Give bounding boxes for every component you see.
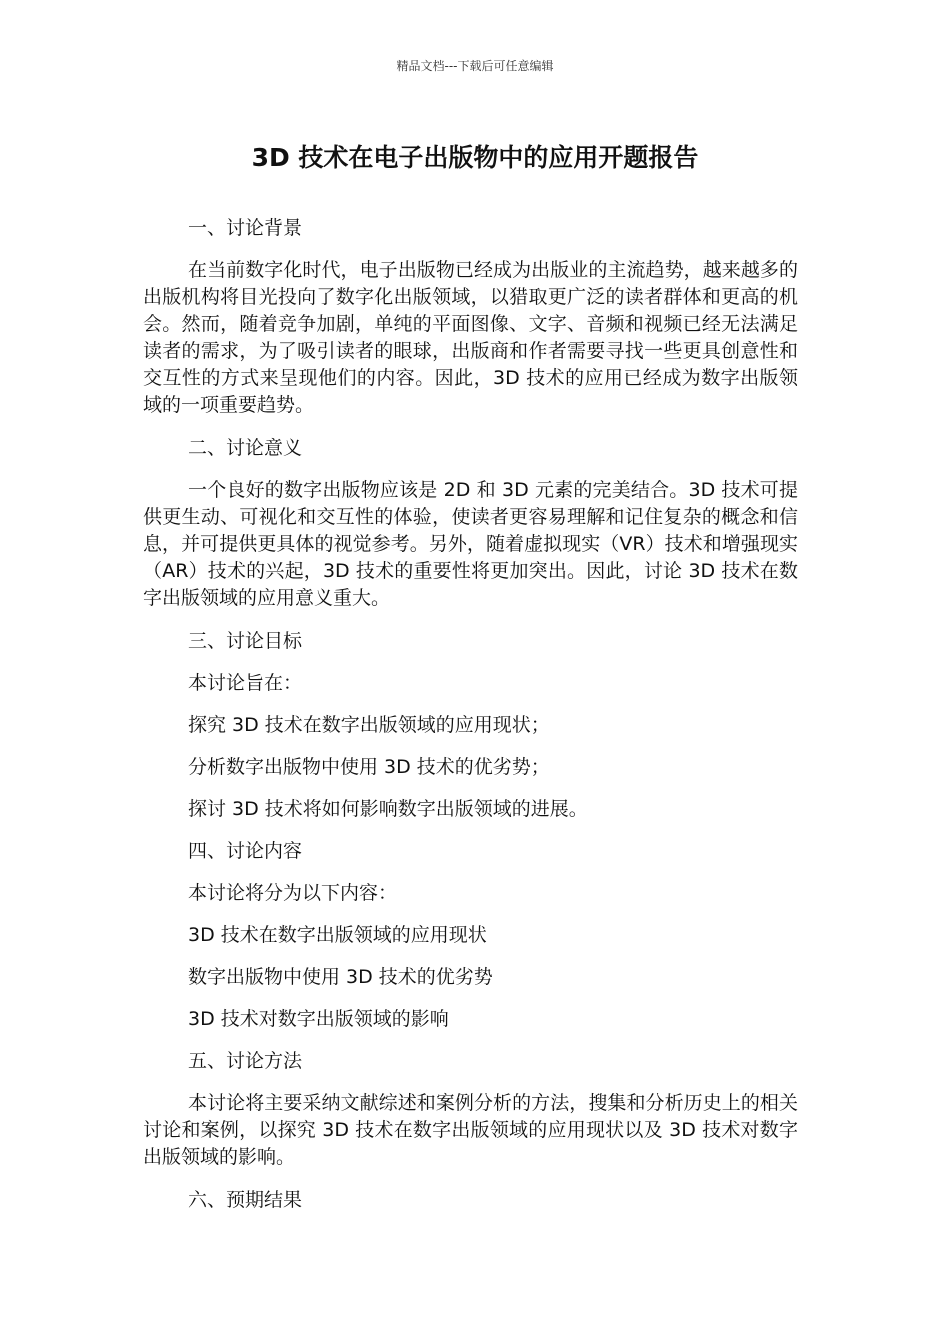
section-heading-significance: 二、讨论意义 — [188, 437, 303, 459]
goals-intro: 本讨论旨在： — [188, 672, 303, 694]
content-item: 3D 技术对数字出版领域的影响 — [188, 1008, 449, 1030]
section-heading-content: 四、讨论内容 — [188, 840, 303, 862]
background-paragraph: 在当前数字化时代，电子出版物已经成为出版业的主流趋势，越来越多的出版机构将目光投向了数字化出版领域，以猎取更广泛的读者群体和更高的机会。然而，随着竞争加剧，单纯的平面图像、文字、音频和视频已经无法满足读者的需求，为了吸引读者的眼球，出版商和作者需要寻找一些更具创意性和交互性的方式来呈现他们的内容。因此，3D 技术的应用已经成为数字出版领域的一项重要趋势。 — [143, 259, 798, 416]
goal-item: 探究 3D 技术在数字出版领域的应用现状； — [188, 714, 550, 736]
content-intro: 本讨论将分为以下内容： — [188, 882, 398, 904]
header-note: 精品文档---下载后可任意编辑 — [396, 59, 554, 73]
section-heading-expected: 六、预期结果 — [188, 1189, 303, 1211]
significance-paragraph: 一个良好的数字出版物应该是 2D 和 3D 元素的完美结合。3D 技术可提供更生动、可视化和交互性的体验，使读者更容易理解和记住复杂的概念和信息，并可提供更具体的视觉参考。另外，随着虚拟现实（VR）技术和增强现实（AR）技术的兴起，3D 技术的重要性将更加突出。因此，讨论 3D 技术在数字出版领域的应用意义重大。 — [143, 479, 798, 609]
content-item: 3D 技术在数字出版领域的应用现状 — [188, 924, 487, 946]
goal-item: 分析数字出版物中使用 3D 技术的优劣势； — [188, 756, 550, 778]
method-paragraph: 本讨论将主要采纳文献综述和案例分析的方法，搜集和分析历史上的相关讨论和案例，以探究 3D 技术在数字出版领域的应用现状以及 3D 技术对数字出版领域的影响。 — [143, 1092, 798, 1168]
document-title: 3D 技术在电子出版物中的应用开题报告 — [251, 143, 699, 172]
section-heading-method: 五、讨论方法 — [188, 1050, 303, 1072]
goal-item: 探讨 3D 技术将如何影响数字出版领域的进展。 — [188, 798, 588, 820]
content-item: 数字出版物中使用 3D 技术的优劣势 — [188, 966, 493, 988]
section-heading-background: 一、讨论背景 — [188, 217, 303, 239]
document-body — [143, 215, 798, 1229]
section-heading-goals: 三、讨论目标 — [188, 630, 303, 652]
